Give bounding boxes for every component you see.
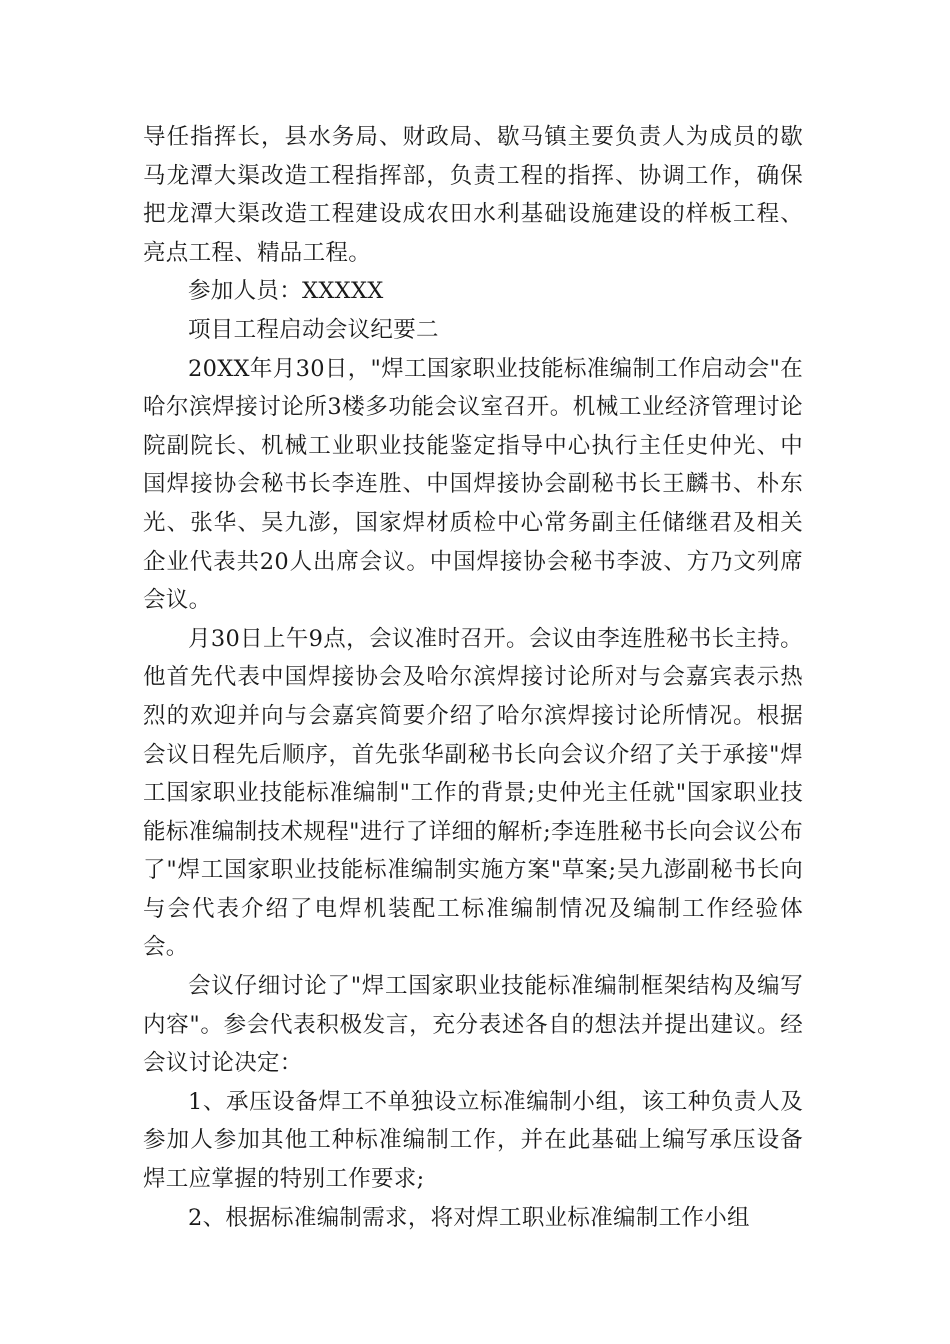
paragraph-command-structure: 导任指挥长，县水务局、财政局、歇马镇主要负责人为成员的歇马龙潭大渠改造工程指挥部，负责工程的指挥、协调工作，确保把龙潭大渠改造工程建设成农田水利基础设施建设的样板工程、亮点工程、精品工程。 xyxy=(143,124,803,266)
paragraph-meeting-proceedings: 月30日上午9点，会议准时召开。会议由李连胜秘书长主持。他首先代表中国焊接协会及哈尔滨焊接讨论所对与会嘉宾表示热烈的欢迎并向与会嘉宾简要介绍了哈尔滨焊接讨论所情况。根据会议日程先后顺序，首先张华副秘书长向会议介绍了关于承接"焊工国家职业技能标准编制"工作的背景;史仲光主任就"国家职业技能标准编制技术规程"进行了详细的解析;李连胜秘书长向会议公布了"焊工国家职业技能标准编制实施方案"草案;吴九澎副秘书长向与会代表介绍了电焊机装配工标准编制情况及编制工作经验体会。 xyxy=(143,625,803,961)
list-item-decision-2: 2、根据标准编制需求，将对焊工职业标准编制工作小组 xyxy=(188,1204,750,1231)
paragraph-participants: 参加人员：XXXXX xyxy=(188,278,384,305)
section-heading-minutes-two: 项目工程启动会议纪要二 xyxy=(188,316,439,343)
paragraph-meeting-intro: 20XX年月30日，"焊工国家职业技能标准编制工作启动会"在哈尔滨焊接讨论所3楼多功能会议室召开。机械工业经济管理讨论院副院长、机械工业职业技能鉴定指导中心执行主任史仲光、中国焊接协会秘书长李连胜、中国焊接协会副秘书长王麟书、朴东光、张华、吴九澎，国家焊材质检中心常务副主任储继君及相关企业代表共20人出席会议。中国焊接协会秘书李波、方乃文列席会议。 xyxy=(143,355,803,614)
document-page xyxy=(143,118,803,1237)
list-item-decision-1: 1、承压设备焊工不单独设立标准编制小组，该工种负责人及参加人参加其他工种标准编制工作，并在此基础上编写承压设备焊工应掌握的特别工作要求; xyxy=(143,1088,803,1193)
paragraph-discussion: 会议仔细讨论了"焊工国家职业技能标准编制框架结构及编写内容"。参会代表积极发言，充分表述各自的想法并提出建议。经会议讨论决定： xyxy=(143,973,803,1077)
